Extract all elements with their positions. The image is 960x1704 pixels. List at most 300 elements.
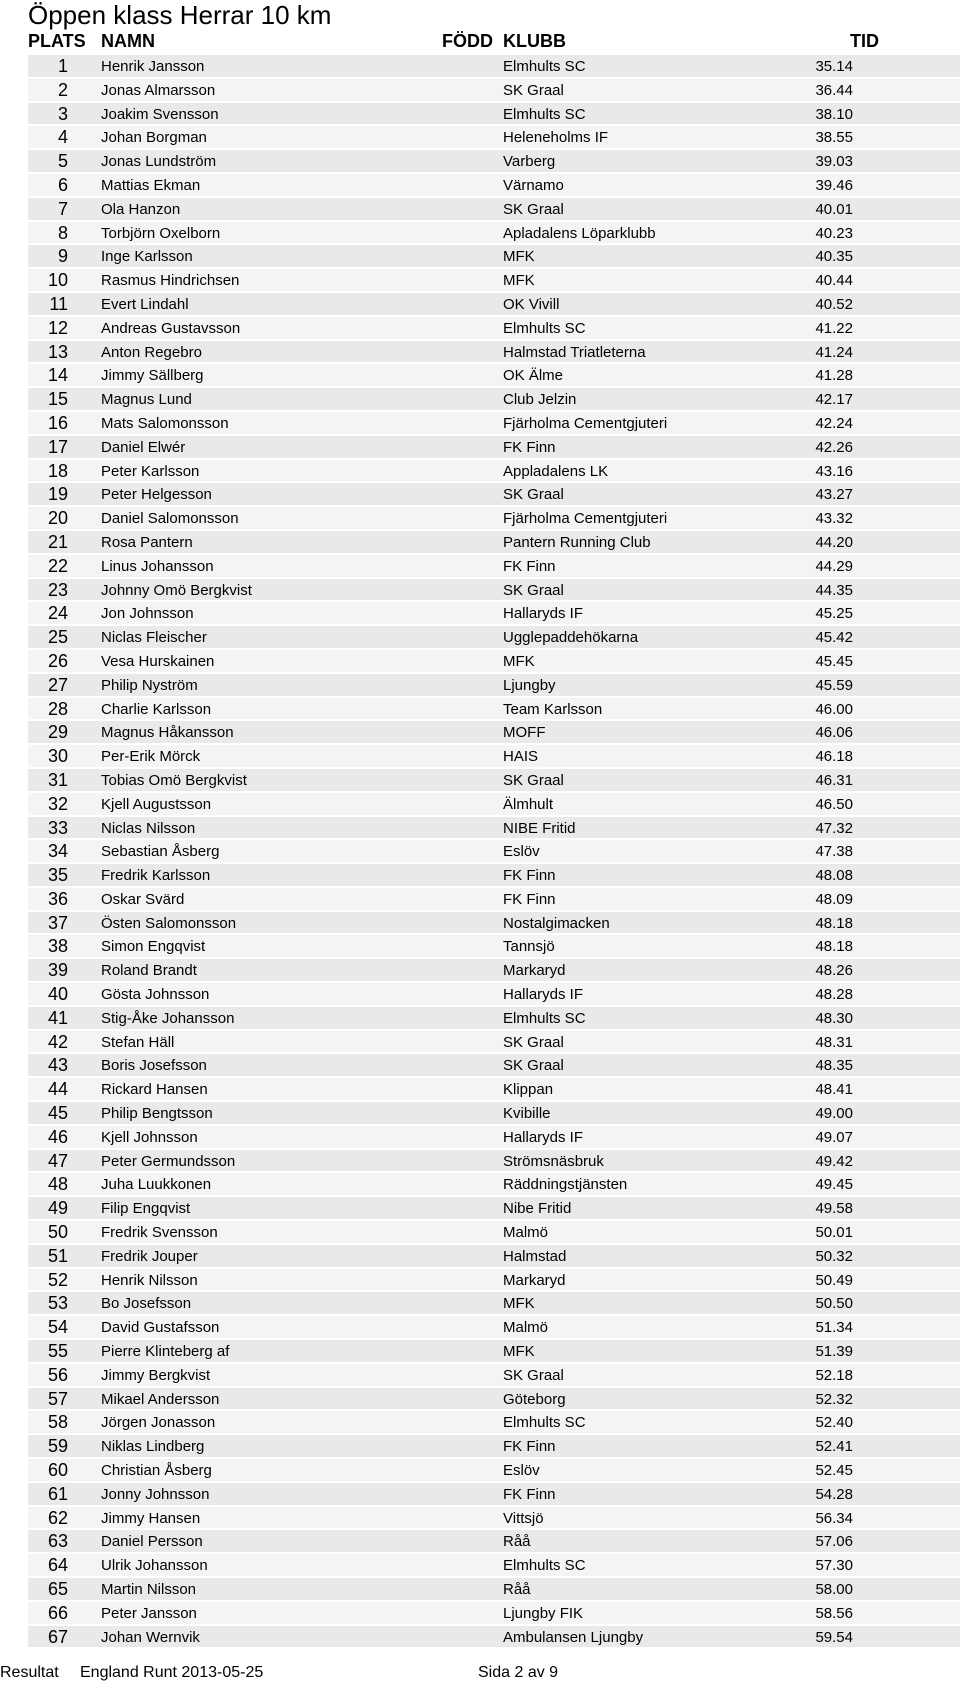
table-row — [0, 1077, 960, 1101]
time-cell: 48.18 — [815, 914, 853, 932]
name-cell: Fredrik Svensson — [101, 1224, 218, 1242]
place-cell: 27 — [47, 674, 68, 695]
club-cell: MFK — [503, 1295, 535, 1313]
table-row — [0, 863, 960, 887]
name-cell: Oskar Svärd — [101, 890, 185, 908]
time-cell: 45.25 — [815, 605, 853, 623]
header-namn: NAMN — [101, 31, 155, 51]
time-cell: 44.29 — [815, 557, 853, 575]
table-row — [0, 173, 960, 197]
name-cell: Daniel Salomonsson — [101, 510, 239, 528]
name-cell: Stig-Åke Johansson — [101, 1009, 235, 1027]
time-cell: 47.32 — [815, 819, 853, 837]
club-cell: Vittsjö — [503, 1509, 544, 1527]
time-cell: 52.40 — [815, 1414, 853, 1432]
name-cell: Simon Engqvist — [101, 938, 206, 956]
table-row — [0, 340, 960, 364]
place-cell: 1 — [57, 56, 68, 76]
club-cell: Hallaryds IF — [503, 1128, 584, 1146]
place-cell: 42 — [47, 1031, 68, 1052]
club-cell: Apladalens Löparklubb — [503, 224, 656, 242]
table-row — [0, 1553, 960, 1577]
place-cell: 2 — [57, 79, 68, 100]
name-cell: Magnus Håkansson — [101, 724, 234, 742]
table-row — [0, 1482, 960, 1506]
name-cell: Peter Helgesson — [101, 486, 212, 504]
time-cell: 35.14 — [815, 58, 853, 75]
place-cell: 50 — [47, 1222, 68, 1243]
club-cell: Varberg — [503, 153, 556, 171]
table-row — [0, 54, 960, 78]
table-row — [0, 1149, 960, 1173]
club-cell: Malmö — [503, 1319, 549, 1337]
place-cell: 18 — [47, 460, 68, 481]
club-cell: HAIS — [503, 748, 539, 766]
table-row — [0, 316, 960, 340]
name-cell: Mikael Andersson — [101, 1390, 220, 1408]
table-row — [0, 1030, 960, 1054]
club-cell: Ambulansen Ljungby — [503, 1628, 644, 1646]
name-cell: Östen Salomonsson — [101, 914, 237, 932]
table-row — [0, 768, 960, 792]
time-cell: 45.42 — [815, 629, 853, 647]
place-cell: 62 — [47, 1507, 68, 1528]
club-cell: Appladalens LK — [503, 462, 609, 480]
place-cell: 51 — [47, 1245, 68, 1266]
footer-page-number: Sida 2 av 9 — [478, 1664, 559, 1681]
club-cell: Markaryd — [503, 962, 566, 980]
club-cell: Ugglepaddehökarna — [503, 629, 639, 647]
table-row — [0, 1625, 960, 1649]
time-cell: 52.32 — [815, 1390, 853, 1408]
table-row — [0, 744, 960, 768]
table-row — [0, 1577, 960, 1601]
table-row — [0, 197, 960, 221]
club-cell: MOFF — [503, 724, 546, 742]
club-cell: Älmhult — [503, 795, 554, 813]
results-table — [0, 54, 960, 1648]
time-cell: 43.32 — [815, 510, 853, 528]
footer-resultat: Resultat — [0, 1664, 59, 1681]
place-cell: 24 — [47, 603, 68, 624]
time-cell: 49.42 — [815, 1152, 853, 1170]
place-cell: 11 — [49, 293, 68, 314]
club-cell: MFK — [503, 652, 535, 670]
club-cell: FK Finn — [503, 867, 556, 885]
table-row — [0, 673, 960, 697]
table-row — [0, 1601, 960, 1625]
time-cell: 48.18 — [815, 938, 853, 956]
club-cell: Nostalgimacken — [503, 914, 610, 932]
club-cell: Tannsjö — [503, 938, 555, 956]
club-cell: Elmhults SC — [503, 58, 586, 75]
header-klubb: KLUBB — [503, 31, 566, 51]
table-row — [0, 625, 960, 649]
name-cell: Vesa Hurskainen — [101, 652, 215, 670]
table-row — [0, 934, 960, 958]
header-tid: TID — [850, 31, 879, 51]
footer-event: England Runt 2013-05-25 — [80, 1664, 264, 1681]
time-cell: 56.34 — [815, 1509, 853, 1527]
table-row — [0, 1268, 960, 1292]
club-cell: Malmö — [503, 1224, 549, 1242]
time-cell: 46.31 — [815, 771, 853, 789]
club-cell: Kvibille — [503, 1105, 551, 1123]
place-cell: 59 — [47, 1436, 68, 1457]
table-row — [0, 601, 960, 625]
time-cell: 41.28 — [815, 367, 853, 385]
name-cell: Philip Bengtsson — [101, 1105, 213, 1123]
name-cell: Pierre Klinteberg af — [101, 1343, 230, 1361]
place-cell: 48 — [47, 1174, 68, 1195]
time-cell: 44.35 — [815, 581, 853, 599]
club-cell: SK Graal — [503, 200, 564, 218]
name-cell: Roland Brandt — [101, 962, 197, 980]
club-cell: MFK — [503, 272, 535, 290]
place-cell: 3 — [57, 103, 68, 124]
table-row — [0, 887, 960, 911]
name-cell: Kjell Augustsson — [101, 795, 212, 813]
club-cell: Hallaryds IF — [503, 986, 584, 1004]
page-footer — [0, 1664, 960, 1704]
time-cell: 52.45 — [815, 1462, 853, 1480]
name-cell: Henrik Nilsson — [101, 1271, 198, 1289]
place-cell: 63 — [47, 1531, 68, 1552]
club-cell: SK Graal — [503, 771, 564, 789]
time-cell: 58.56 — [815, 1604, 853, 1622]
name-cell: Bo Josefsson — [101, 1295, 192, 1313]
table-row — [0, 1506, 960, 1530]
place-cell: 28 — [47, 698, 68, 719]
club-cell: Råå — [503, 1581, 531, 1598]
table-row — [0, 578, 960, 602]
club-cell: Elmhults SC — [503, 1557, 586, 1575]
place-cell: 32 — [47, 793, 68, 814]
club-cell: Strömsnäsbruk — [503, 1152, 604, 1170]
place-cell: 20 — [47, 508, 68, 529]
table-row — [0, 482, 960, 506]
name-cell: Ulrik Johansson — [101, 1557, 208, 1575]
name-cell: Rickard Hansen — [101, 1081, 208, 1099]
name-cell: Joakim Svensson — [101, 105, 219, 123]
table-row — [0, 649, 960, 673]
club-cell: MFK — [503, 248, 535, 266]
time-cell: 39.46 — [815, 176, 853, 194]
place-cell: 16 — [47, 412, 68, 433]
time-cell: 48.41 — [815, 1081, 853, 1099]
time-cell: 45.59 — [815, 676, 853, 694]
name-cell: Peter Karlsson — [101, 462, 200, 480]
club-cell: Nibe Fritid — [503, 1200, 572, 1218]
place-cell: 10 — [47, 270, 68, 291]
name-cell: Mattias Ekman — [101, 176, 201, 194]
table-row — [0, 1387, 960, 1411]
time-cell: 50.49 — [815, 1271, 853, 1289]
table-row — [0, 554, 960, 578]
time-cell: 48.28 — [815, 986, 853, 1004]
name-cell: Filip Engqvist — [101, 1200, 191, 1218]
place-cell: 37 — [47, 912, 68, 933]
club-cell: FK Finn — [503, 1485, 556, 1503]
name-cell: Stefan Häll — [101, 1033, 175, 1051]
time-cell: 42.17 — [815, 391, 853, 409]
table-row — [0, 958, 960, 982]
time-cell: 42.26 — [815, 438, 853, 456]
time-cell: 48.35 — [815, 1057, 853, 1075]
place-cell: 36 — [47, 888, 68, 909]
table-row — [0, 1315, 960, 1339]
club-cell: Eslöv — [503, 843, 540, 861]
club-cell: Räddningstjänsten — [503, 1176, 628, 1194]
name-cell: Daniel Persson — [101, 1533, 203, 1551]
name-cell: Gösta Johnsson — [101, 986, 210, 1004]
place-cell: 17 — [47, 436, 68, 457]
time-cell: 49.00 — [815, 1105, 853, 1123]
time-cell: 48.30 — [815, 1009, 853, 1027]
place-cell: 31 — [47, 769, 68, 790]
time-cell: 51.34 — [815, 1319, 853, 1337]
club-cell: Elmhults SC — [503, 105, 586, 123]
time-cell: 43.16 — [815, 462, 853, 480]
name-cell: Linus Johansson — [101, 557, 214, 575]
table-row — [0, 387, 960, 411]
place-cell: 45 — [47, 1103, 68, 1124]
table-row — [0, 78, 960, 102]
place-cell: 38 — [47, 936, 68, 957]
name-cell: Sebastian Åsberg — [101, 843, 220, 861]
place-cell: 65 — [47, 1579, 68, 1599]
place-cell: 61 — [47, 1483, 68, 1504]
time-cell: 49.45 — [815, 1176, 853, 1194]
table-row — [0, 1339, 960, 1363]
time-cell: 43.27 — [815, 486, 853, 504]
club-cell: Pantern Running Club — [503, 533, 651, 551]
club-cell: FK Finn — [503, 1438, 556, 1456]
place-cell: 13 — [47, 341, 68, 362]
time-cell: 48.08 — [815, 867, 853, 885]
club-cell: Fjärholma Cementgjuteri — [503, 414, 668, 432]
club-cell: Göteborg — [503, 1390, 566, 1408]
table-row — [0, 1244, 960, 1268]
place-cell: 53 — [47, 1293, 68, 1314]
name-cell: Tobias Omö Bergkvist — [101, 771, 247, 789]
name-cell: David Gustafsson — [101, 1319, 220, 1337]
place-cell: 39 — [47, 960, 68, 981]
club-cell: Halmstad Triatleterna — [503, 343, 646, 361]
club-cell: OK Älme — [503, 367, 564, 385]
name-cell: Johnny Omö Bergkvist — [101, 581, 252, 599]
name-cell: Per-Erik Mörck — [101, 748, 201, 766]
place-cell: 49 — [47, 1198, 68, 1219]
page-title: Öppen klass Herrar 10 km — [28, 0, 332, 30]
name-cell: Daniel Elwér — [101, 438, 186, 456]
name-cell: Martin Nilsson — [101, 1581, 197, 1598]
time-cell: 46.00 — [815, 700, 853, 718]
club-cell: Fjärholma Cementgjuteri — [503, 510, 668, 528]
time-cell: 45.45 — [815, 652, 853, 670]
time-cell: 46.50 — [815, 795, 853, 813]
time-cell: 41.22 — [815, 319, 853, 337]
table-row — [0, 982, 960, 1006]
table-row — [0, 102, 960, 126]
place-cell: 60 — [47, 1460, 68, 1481]
table-row — [0, 506, 960, 530]
time-cell: 40.35 — [815, 248, 853, 266]
time-cell: 49.07 — [815, 1128, 853, 1146]
place-cell: 54 — [47, 1317, 68, 1338]
table-row — [0, 221, 960, 245]
club-cell: Markaryd — [503, 1271, 566, 1289]
time-cell: 48.26 — [815, 962, 853, 980]
place-cell: 21 — [47, 531, 68, 552]
club-cell: OK Vivill — [503, 295, 560, 313]
table-row — [0, 1529, 960, 1553]
club-cell: FK Finn — [503, 438, 556, 456]
header-fodd: FÖDD — [442, 31, 493, 51]
name-cell: Evert Lindahl — [101, 295, 189, 313]
name-cell: Jon Johnsson — [101, 605, 194, 623]
table-row — [0, 816, 960, 840]
name-cell: Mats Salomonsson — [101, 414, 229, 432]
name-cell: Kjell Johnsson — [101, 1128, 198, 1146]
club-cell: Eslöv — [503, 1462, 540, 1480]
club-cell: Club Jelzin — [503, 391, 577, 409]
club-cell: FK Finn — [503, 890, 556, 908]
table-row — [0, 459, 960, 483]
club-cell: Heleneholms IF — [503, 129, 609, 147]
name-cell: Niclas Fleischer — [101, 629, 207, 647]
name-cell: Juha Luukkonen — [101, 1176, 212, 1194]
place-cell: 9 — [57, 246, 68, 267]
club-cell: SK Graal — [503, 581, 564, 599]
name-cell: Jimmy Hansen — [101, 1509, 201, 1527]
time-cell: 46.06 — [815, 724, 853, 742]
table-row — [0, 839, 960, 863]
place-cell: 23 — [47, 579, 68, 600]
table-row — [0, 149, 960, 173]
name-cell: Anton Regebro — [101, 343, 202, 361]
place-cell: 7 — [57, 198, 68, 219]
name-cell: Jonas Almarsson — [101, 81, 216, 99]
name-cell: Peter Germundsson — [101, 1152, 236, 1170]
table-row — [0, 411, 960, 435]
club-cell: SK Graal — [503, 1057, 564, 1075]
place-cell: 14 — [47, 365, 68, 386]
name-cell: Henrik Jansson — [101, 58, 205, 75]
time-cell: 42.24 — [815, 414, 853, 432]
table-row — [0, 268, 960, 292]
table-row — [0, 1053, 960, 1077]
time-cell: 48.09 — [815, 890, 853, 908]
table-row — [0, 1220, 960, 1244]
time-cell: 52.41 — [815, 1438, 853, 1456]
name-cell: Jörgen Jonasson — [101, 1414, 216, 1432]
name-cell: Magnus Lund — [101, 391, 192, 409]
time-cell: 38.10 — [815, 105, 853, 123]
name-cell: Johan Wernvik — [101, 1628, 200, 1646]
place-cell: 66 — [47, 1602, 68, 1623]
time-cell: 54.28 — [815, 1485, 853, 1503]
name-cell: Niclas Nilsson — [101, 819, 196, 837]
table-row — [0, 244, 960, 268]
place-cell: 41 — [47, 1007, 68, 1028]
table-row — [0, 1101, 960, 1125]
club-cell: Klippan — [503, 1081, 554, 1099]
name-cell: Ola Hanzon — [101, 200, 181, 218]
time-cell: 51.39 — [815, 1343, 853, 1361]
table-row — [0, 1363, 960, 1387]
name-cell: Torbjörn Oxelborn — [101, 224, 221, 242]
time-cell: 57.06 — [815, 1533, 853, 1551]
place-cell: 19 — [47, 484, 68, 505]
club-cell: Elmhults SC — [503, 319, 586, 337]
place-cell: 30 — [47, 746, 68, 767]
table-row — [0, 435, 960, 459]
name-cell: Jimmy Bergkvist — [101, 1366, 211, 1384]
place-cell: 43 — [47, 1055, 68, 1076]
name-cell: Johan Borgman — [101, 129, 207, 147]
place-cell: 56 — [47, 1364, 68, 1385]
name-cell: Fredrik Karlsson — [101, 867, 211, 885]
time-cell: 40.23 — [815, 224, 853, 242]
name-cell: Fredrik Jouper — [101, 1247, 198, 1265]
table-row — [0, 1196, 960, 1220]
club-cell: Hallaryds IF — [503, 605, 584, 623]
name-cell: Jonny Johnsson — [101, 1485, 210, 1503]
name-cell: Boris Josefsson — [101, 1057, 207, 1075]
name-cell: Charlie Karlsson — [101, 700, 212, 718]
name-cell: Andreas Gustavsson — [101, 319, 241, 337]
time-cell: 40.01 — [815, 200, 853, 218]
table-row — [0, 1006, 960, 1030]
time-cell: 49.58 — [815, 1200, 853, 1218]
name-cell: Jimmy Sällberg — [101, 367, 204, 385]
name-cell: Rosa Pantern — [101, 533, 193, 551]
place-cell: 58 — [47, 1412, 68, 1433]
table-row — [0, 125, 960, 149]
table-row — [0, 1172, 960, 1196]
name-cell: Jonas Lundström — [101, 153, 217, 171]
time-cell: 50.32 — [815, 1247, 853, 1265]
time-cell: 48.31 — [815, 1033, 853, 1051]
name-cell: Philip Nyström — [101, 676, 198, 694]
place-cell: 15 — [47, 389, 68, 410]
table-row — [0, 1125, 960, 1149]
club-cell: Team Karlsson — [503, 700, 603, 718]
place-cell: 44 — [47, 1079, 68, 1100]
table-row — [0, 530, 960, 554]
time-cell: 50.01 — [815, 1224, 853, 1242]
place-cell: 5 — [57, 151, 68, 172]
place-cell: 55 — [47, 1341, 68, 1362]
club-cell: NIBE Fritid — [503, 819, 576, 837]
time-cell: 44.20 — [815, 533, 853, 551]
time-cell: 39.03 — [815, 153, 853, 171]
time-cell: 57.30 — [815, 1557, 853, 1575]
club-cell: MFK — [503, 1343, 535, 1361]
table-row — [0, 1434, 960, 1458]
table-row — [0, 363, 960, 387]
place-cell: 25 — [47, 627, 68, 648]
place-cell: 33 — [47, 817, 68, 838]
table-row — [0, 911, 960, 935]
club-cell: Ljungby — [503, 676, 556, 694]
header-plats: PLATS — [28, 31, 86, 51]
table-row — [0, 1291, 960, 1315]
club-cell: Elmhults SC — [503, 1414, 586, 1432]
place-cell: 8 — [57, 222, 68, 243]
club-cell: Ljungby FIK — [503, 1604, 584, 1622]
